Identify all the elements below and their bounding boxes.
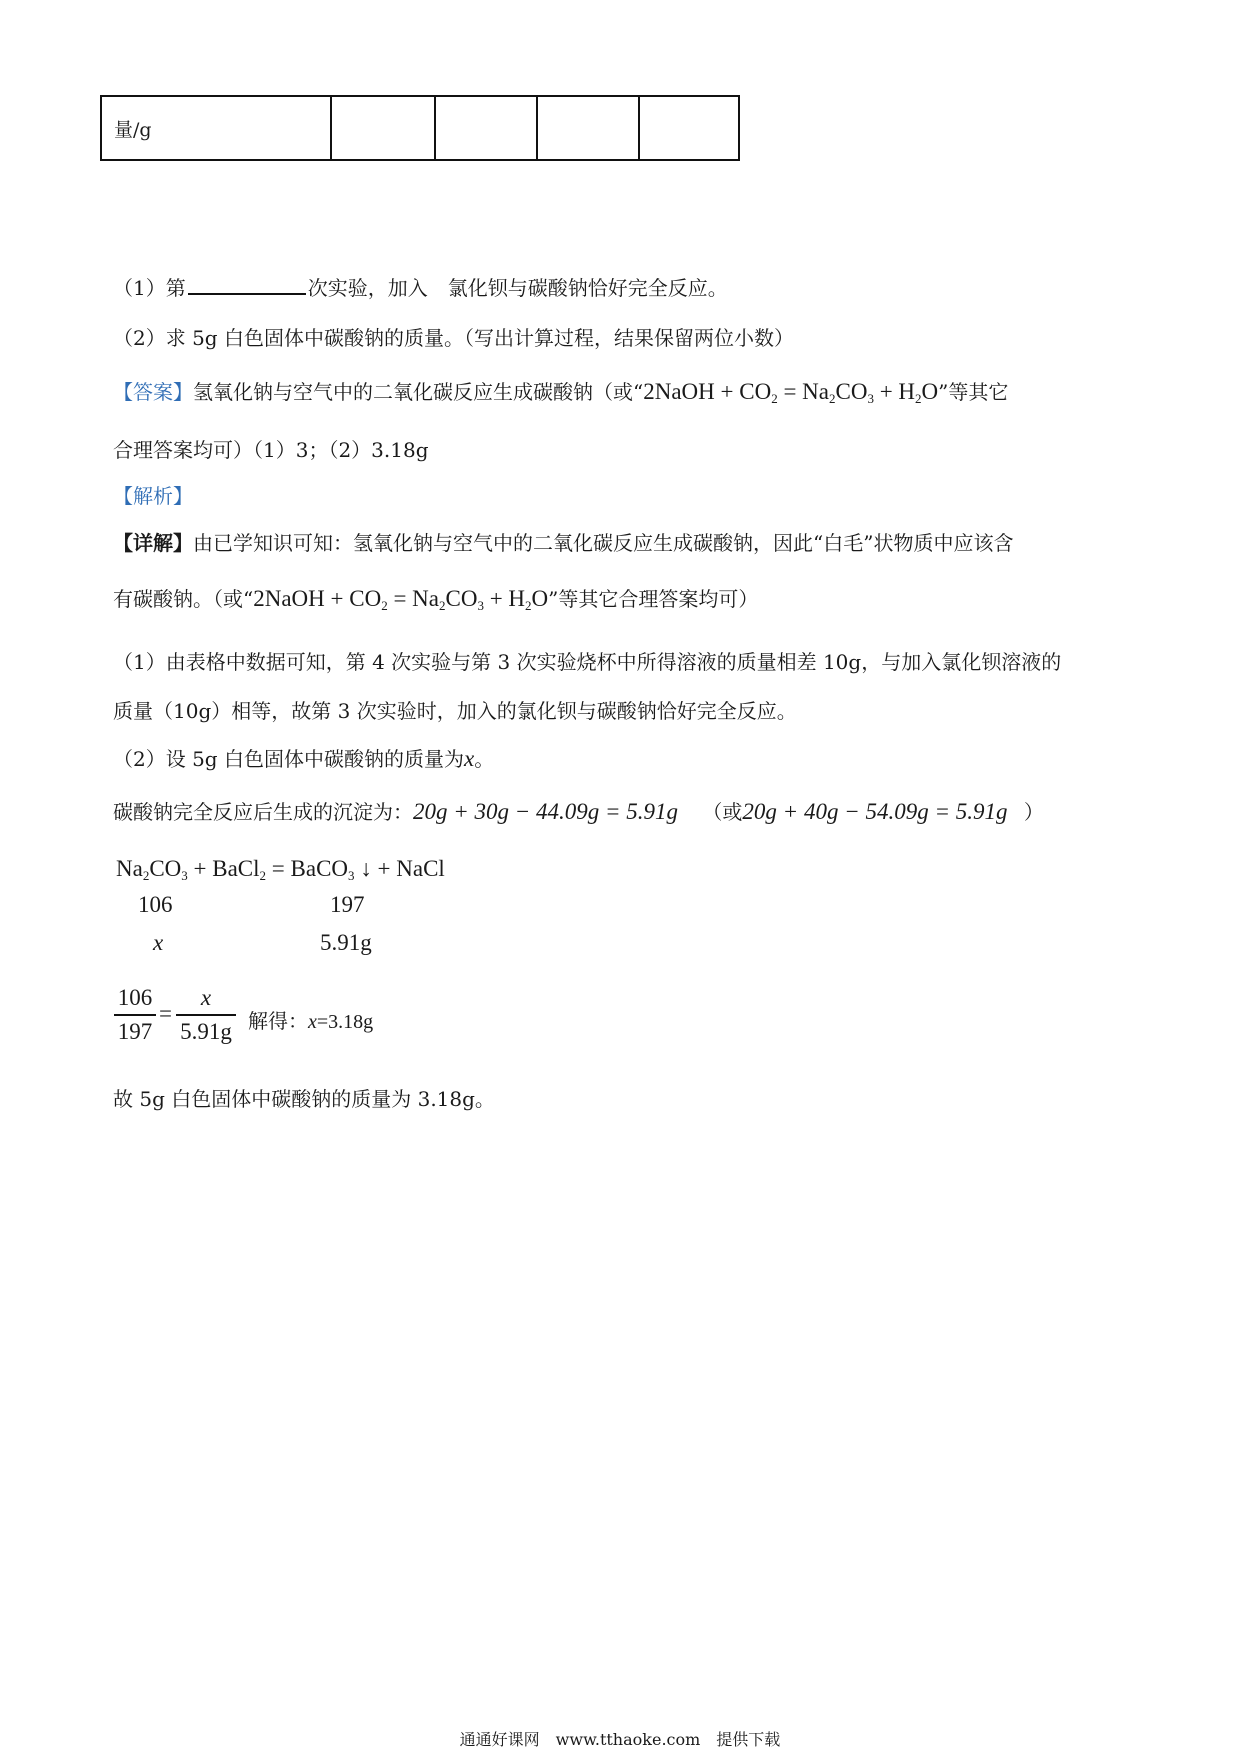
solution-result: 解得：x=3.18g bbox=[248, 1009, 374, 1033]
precipitate-line: 碳酸钠完全反应后生成的沉淀为：20g + 30g − 44.09g = 5.91g （或20g + 40g − 54.09g = 5.91g ） bbox=[113, 799, 1044, 824]
equals-sign: = bbox=[159, 1001, 172, 1026]
table-cell bbox=[639, 96, 739, 160]
part-1-line-2: 质量（10g）相等，故第 3 次实验时，加入的氯化钡与碳酸钠恰好完全反应。 bbox=[113, 699, 797, 723]
fraction-left: 106 197 bbox=[114, 985, 156, 1045]
equation-naoh-co2: 2NaOH + $CO_2 = Na_2CO_3 + H_2O$ bbox=[253, 586, 549, 613]
equation-naoh-co2: 2NaOH + $CO_2 = Na_2CO_3 + H_2O$ bbox=[643, 379, 939, 406]
molar-mass-baco3: 197 bbox=[330, 892, 365, 917]
question-1: （1）第 次实验，加入 氯化钡与碳酸钠恰好完全反应。 bbox=[113, 272, 728, 301]
conclusion: 故 5g 白色固体中碳酸钠的质量为 3.18g。 bbox=[113, 1087, 495, 1111]
unknown-x: x bbox=[153, 930, 164, 955]
molar-mass-na2co3: 106 bbox=[138, 892, 173, 917]
analysis-tag: 【解析】 bbox=[113, 484, 193, 508]
table-cell bbox=[537, 96, 639, 160]
footer-watermark: 通通好课网 www.tthaoke.com 提供下载 bbox=[459, 1730, 781, 1749]
answer-line: 【答案】氢氧化钠与空气中的二氧化碳反应生成碳酸钠（或“2NaOH + $CO_2 = Na_2CO_3 + H_2O$”等其它 bbox=[113, 379, 1009, 406]
answer-blank[interactable] bbox=[188, 273, 306, 295]
fraction-right: x 5.91g bbox=[176, 985, 236, 1045]
table-row bbox=[101, 96, 739, 160]
detail-line: 【详解】由已学知识可知：氢氧化钠与空气中的二氧化碳反应生成碳酸钠，因此“白毛”状物质中应该含 bbox=[113, 531, 1014, 555]
answer-tag: 【答案】 bbox=[113, 380, 193, 404]
answer-line-2: 合理答案均可）（1）3；（2）3.18g bbox=[113, 438, 429, 462]
reaction-equation: $Na_2CO_3$ + BaCl$_2$ = BaCO$_3$ ↓ + NaCl bbox=[116, 856, 445, 883]
precipitate-equation: 20g + 30g − 44.09g = 5.91g bbox=[413, 799, 679, 824]
part-1-line: （1）由表格中数据可知，第 4 次实验与第 3 次实验烧杯中所得溶液的质量相差 10g，与加入氯化钡溶液的 bbox=[113, 650, 1062, 674]
precipitate-equation-alt: 20g + 40g − 54.09g = 5.91g bbox=[742, 799, 1008, 824]
data-table-fragment bbox=[100, 95, 740, 161]
part-2-line: （2）设 5g 白色固体中碳酸钠的质量为x。 bbox=[113, 746, 495, 771]
table-cell bbox=[435, 96, 537, 160]
table-cell: 量/g bbox=[101, 96, 331, 160]
table-cell bbox=[331, 96, 435, 160]
detail-line-2: 有碳酸钠。（或“2NaOH + $CO_2 = Na_2CO_3 + H_2O$”等其它合理答案均可） bbox=[113, 586, 759, 613]
detail-tag: 【详解】 bbox=[113, 531, 193, 555]
question-2: （2）求 5g 白色固体中碳酸钠的质量。（写出计算过程，结果保留两位小数） bbox=[113, 326, 794, 350]
precipitate-mass: 5.91g bbox=[320, 930, 372, 955]
